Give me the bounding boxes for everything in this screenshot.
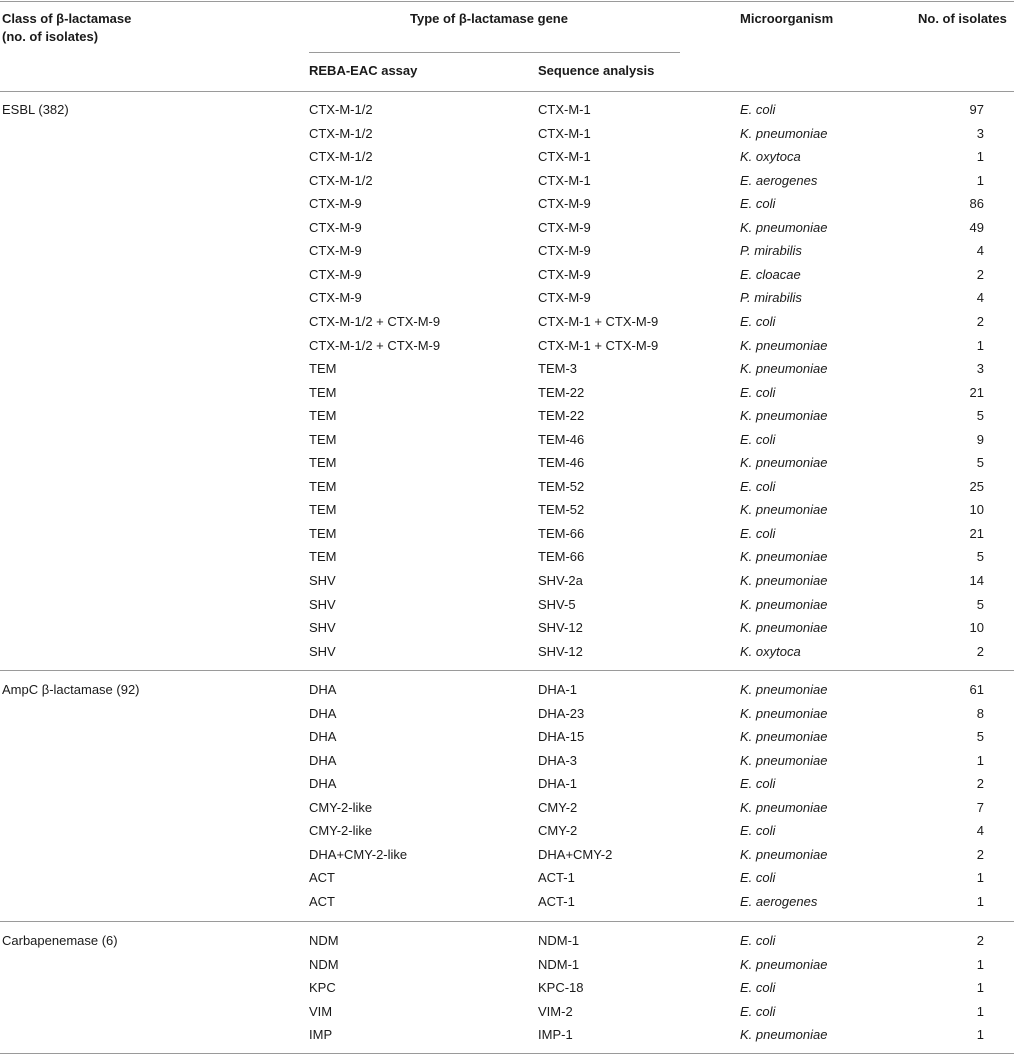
sequence-cell: VIM-2 [538,1004,573,1019]
sequence-cell: SHV-12 [538,620,583,635]
microorganism-cell: K. pneumoniae [740,1027,828,1042]
microorganism-cell: K. pneumoniae [740,502,828,517]
microorganism-cell: K. pneumoniae [740,706,828,721]
isolates-cell: 4 [976,290,984,305]
class-label: AmpC β-lactamase (92) [2,682,140,697]
sequence-cell: TEM-52 [538,479,585,494]
isolates-cell: 1 [976,980,984,995]
class-label: ESBL (382) [2,102,69,117]
reba-eac-cell: CTX-M-1/2 [309,173,373,188]
isolates-cell: 2 [976,314,984,329]
isolates-cell: 2 [976,776,984,791]
microorganism-cell: E. coli [740,432,776,447]
microorganism-cell: E. coli [740,823,776,838]
isolates-cell: 49 [969,220,984,235]
header-microorganism: Microorganism [740,11,834,26]
isolates-cell: 1 [976,149,984,164]
header-class-line1: Class of β-lactamase [2,11,132,26]
sequence-cell: CTX-M-1 [538,102,591,117]
sequence-cell: DHA-1 [538,682,578,697]
microorganism-cell: E. coli [740,526,776,541]
sequence-cell: KPC-18 [538,980,584,995]
reba-eac-cell: ACT [309,870,335,885]
microorganism-cell: K. pneumoniae [740,220,828,235]
table-bottom-rule [0,1053,1014,1054]
header-gene-type: Type of β-lactamase gene [410,11,568,26]
microorganism-cell: E. coli [740,479,776,494]
header-gene-subrule [309,52,680,53]
microorganism-cell: P. mirabilis [740,243,802,258]
reba-eac-cell: TEM [309,408,337,423]
microorganism-cell: K. pneumoniae [740,408,828,423]
sequence-cell: TEM-22 [538,408,585,423]
microorganism-cell: E. coli [740,196,776,211]
reba-eac-cell: CTX-M-9 [309,196,362,211]
microorganism-cell: E. coli [740,933,776,948]
sequence-cell: TEM-46 [538,455,585,470]
isolates-cell: 14 [969,573,984,588]
isolates-cell: 97 [969,102,984,117]
isolates-cell: 5 [976,597,984,612]
microorganism-cell: K. pneumoniae [740,729,828,744]
microorganism-cell: E. coli [740,102,776,117]
header-sequence-analysis: Sequence analysis [538,63,655,78]
microorganism-cell: K. pneumoniae [740,682,828,697]
isolates-cell: 3 [976,361,984,376]
isolates-cell: 1 [976,1027,984,1042]
sequence-cell: CTX-M-9 [538,220,591,235]
table-top-rule [0,1,1014,2]
microorganism-cell: E. cloacae [740,267,801,282]
microorganism-cell: K. pneumoniae [740,126,828,141]
reba-eac-cell: DHA [309,706,337,721]
isolates-cell: 21 [969,385,984,400]
microorganism-cell: K. pneumoniae [740,573,828,588]
sequence-cell: ACT-1 [538,894,575,909]
reba-eac-cell: TEM [309,479,337,494]
microorganism-cell: K. pneumoniae [740,549,828,564]
microorganism-cell: E. aerogenes [740,173,818,188]
reba-eac-cell: DHA [309,753,337,768]
reba-eac-cell: DHA [309,776,337,791]
sequence-cell: CMY-2 [538,823,578,838]
reba-eac-cell: CTX-M-1/2 [309,126,373,141]
sequence-cell: IMP-1 [538,1027,573,1042]
sequence-cell: SHV-2a [538,573,583,588]
isolates-cell: 61 [969,682,984,697]
sequence-cell: DHA-3 [538,753,578,768]
isolates-cell: 1 [976,173,984,188]
microorganism-cell: E. coli [740,980,776,995]
reba-eac-cell: SHV [309,644,336,659]
sequence-cell: CMY-2 [538,800,578,815]
isolates-cell: 1 [976,753,984,768]
reba-eac-cell: TEM [309,455,337,470]
reba-eac-cell: SHV [309,620,336,635]
group-divider [0,921,1014,922]
sequence-cell: DHA+CMY-2 [538,847,613,862]
sequence-cell: CTX-M-1 [538,126,591,141]
reba-eac-cell: DHA+CMY-2-like [309,847,408,862]
reba-eac-cell: CTX-M-1/2 [309,149,373,164]
isolates-cell: 7 [976,800,984,815]
isolates-cell: 10 [969,620,984,635]
sequence-cell: NDM-1 [538,933,580,948]
reba-eac-cell: NDM [309,933,339,948]
sequence-cell: CTX-M-1 + CTX-M-9 [538,338,659,353]
microorganism-cell: K. oxytoca [740,644,801,659]
isolates-cell: 5 [976,455,984,470]
reba-eac-cell: CTX-M-1/2 + CTX-M-9 [309,338,441,353]
sequence-cell: DHA-23 [538,706,585,721]
microorganism-cell: E. coli [740,1004,776,1019]
isolates-cell: 4 [976,243,984,258]
isolates-cell: 1 [976,1004,984,1019]
reba-eac-cell: DHA [309,682,337,697]
reba-eac-cell: ACT [309,894,335,909]
sequence-cell: CTX-M-1 [538,149,591,164]
microorganism-cell: E. coli [740,385,776,400]
isolates-cell: 2 [976,267,984,282]
header-class-line2: (no. of isolates) [2,29,99,44]
header-isolates: No. of isolates [918,11,1007,26]
reba-eac-cell: TEM [309,385,337,400]
sequence-cell: TEM-52 [538,502,585,517]
isolates-cell: 1 [976,957,984,972]
reba-eac-cell: CTX-M-9 [309,220,362,235]
reba-eac-cell: IMP [309,1027,333,1042]
sequence-cell: CTX-M-1 [538,173,591,188]
microorganism-cell: E. coli [740,870,776,885]
sequence-cell: CTX-M-1 + CTX-M-9 [538,314,659,329]
microorganism-cell: K. pneumoniae [740,620,828,635]
isolates-cell: 1 [976,870,984,885]
reba-eac-cell: CTX-M-1/2 + CTX-M-9 [309,314,441,329]
reba-eac-cell: KPC [309,980,336,995]
isolates-cell: 2 [976,847,984,862]
microorganism-cell: K. oxytoca [740,149,801,164]
reba-eac-cell: VIM [309,1004,333,1019]
sequence-cell: SHV-12 [538,644,583,659]
microorganism-cell: E. aerogenes [740,894,818,909]
reba-eac-cell: CTX-M-9 [309,290,362,305]
group-divider [0,670,1014,671]
reba-eac-cell: TEM [309,502,337,517]
class-label: Carbapenemase (6) [2,933,118,948]
reba-eac-cell: SHV [309,573,336,588]
isolates-cell: 1 [976,894,984,909]
sequence-cell: CTX-M-9 [538,243,591,258]
sequence-cell: TEM-3 [538,361,577,376]
sequence-cell: SHV-5 [538,597,576,612]
sequence-cell: DHA-15 [538,729,585,744]
isolates-cell: 5 [976,729,984,744]
reba-eac-cell: CTX-M-1/2 [309,102,373,117]
isolates-cell: 86 [969,196,984,211]
reba-eac-cell: TEM [309,549,337,564]
sequence-cell: TEM-66 [538,549,585,564]
reba-eac-cell: TEM [309,526,337,541]
header-bottom-rule [0,91,1014,92]
sequence-cell: CTX-M-9 [538,267,591,282]
microorganism-cell: E. coli [740,776,776,791]
sequence-cell: ACT-1 [538,870,575,885]
isolates-cell: 8 [976,706,984,721]
sequence-cell: NDM-1 [538,957,580,972]
isolates-cell: 4 [976,823,984,838]
microorganism-cell: K. pneumoniae [740,800,828,815]
sequence-cell: TEM-46 [538,432,585,447]
microorganism-cell: E. coli [740,314,776,329]
reba-eac-cell: CMY-2-like [309,800,373,815]
isolates-cell: 25 [969,479,984,494]
microorganism-cell: P. mirabilis [740,290,802,305]
sequence-cell: CTX-M-9 [538,290,591,305]
sequence-cell: DHA-1 [538,776,578,791]
reba-eac-cell: TEM [309,432,337,447]
microorganism-cell: K. pneumoniae [740,455,828,470]
reba-eac-cell: DHA [309,729,337,744]
reba-eac-cell: TEM [309,361,337,376]
reba-eac-cell: CTX-M-9 [309,267,362,282]
isolates-cell: 1 [976,338,984,353]
microorganism-cell: K. pneumoniae [740,847,828,862]
isolates-cell: 2 [976,933,984,948]
isolates-cell: 10 [969,502,984,517]
isolates-cell: 9 [976,432,984,447]
reba-eac-cell: CTX-M-9 [309,243,362,258]
isolates-cell: 2 [976,644,984,659]
microorganism-cell: K. pneumoniae [740,338,828,353]
microorganism-cell: K. pneumoniae [740,753,828,768]
sequence-cell: CTX-M-9 [538,196,591,211]
isolates-cell: 5 [976,549,984,564]
microorganism-cell: K. pneumoniae [740,361,828,376]
isolates-cell: 5 [976,408,984,423]
microorganism-cell: K. pneumoniae [740,597,828,612]
isolates-cell: 21 [969,526,984,541]
reba-eac-cell: SHV [309,597,336,612]
isolates-cell: 3 [976,126,984,141]
microorganism-cell: K. pneumoniae [740,957,828,972]
sequence-cell: TEM-66 [538,526,585,541]
reba-eac-cell: CMY-2-like [309,823,373,838]
header-reba-eac-assay: REBA-EAC assay [309,63,418,78]
reba-eac-cell: NDM [309,957,339,972]
sequence-cell: TEM-22 [538,385,585,400]
